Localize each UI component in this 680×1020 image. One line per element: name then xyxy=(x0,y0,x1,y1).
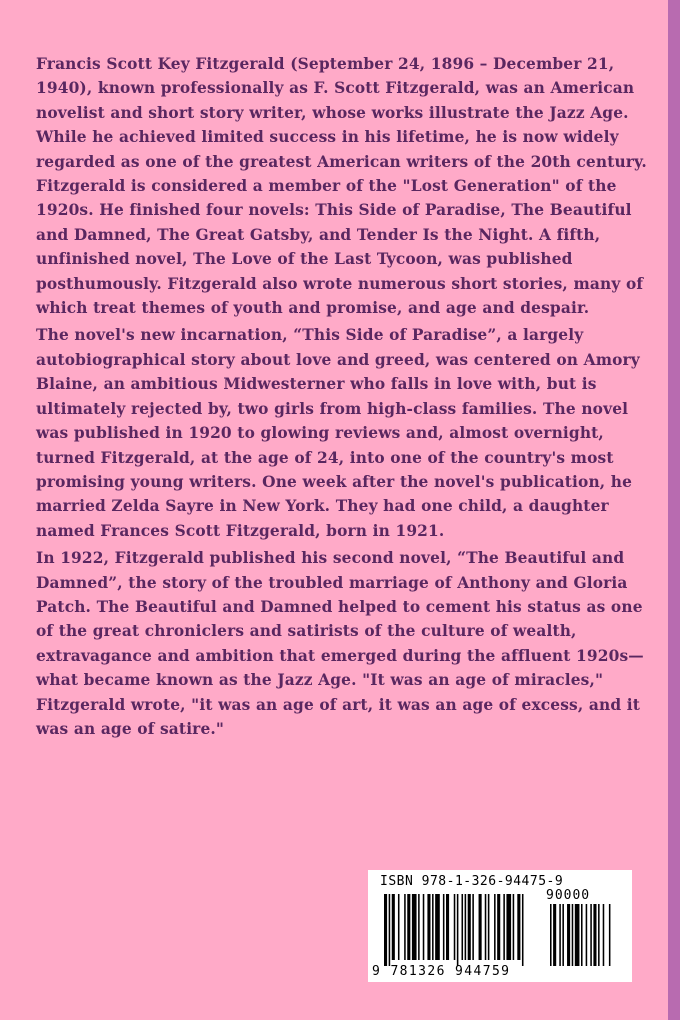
barcode-bar xyxy=(581,904,583,966)
barcode-bar xyxy=(586,904,588,966)
barcode-bar xyxy=(392,894,395,960)
bio-paragraph-1: Francis Scott Key Fitzgerald (September 24, 1896 – December 21, 1940), known professionally as F. Scott Fitzgerald, was an American novelist and short story writer, whose works illustrate the Jazz Age. While he achieved limited success in his lifetime, he is now widely regarded as one of the greatest American writers of the 20th century. Fitzgerald is considered a member of the "Lost Generation" of the 1920s. He finished four novels: This Side of Paradise, The Beautiful and Damned, The Great Gatsby, and Tender Is the Night. A fifth, unfinished novel, The Love of the Last Tycoon, was published posthumously. Fitzgerald also wrote numerous short stories, many of which treat themes of youth and promise, and age and despair. xyxy=(36,55,647,318)
barcode-bar xyxy=(427,894,430,960)
barcode-box xyxy=(368,870,632,982)
barcode-bar xyxy=(465,894,467,960)
price-code: 90000 xyxy=(546,888,591,903)
barcode-bar xyxy=(598,904,600,966)
barcode-bar xyxy=(454,894,456,960)
barcode-bar xyxy=(418,894,420,960)
bio-paragraph-2: The novel's new incarnation, “This Side of Paradise”, a largely autobiographical story about love and greed, was centered on Amory Blaine, an ambitious Midwesterner who falls in love with, but is ultimately rejected by, two girls from high-class families. The novel was published in 1920 to glowing reviews and, almost overnight, turned Fitzgerald, at the age of 24, into one of the country's most promising young writers. One week after the novel's publication, he married Zelda Sayre in New York. They had one child, a daughter named Frances Scott Fitzgerald, born in 1921. xyxy=(36,326,640,540)
barcode-bar xyxy=(553,904,556,966)
barcode-bar xyxy=(513,894,515,960)
barcode-bar xyxy=(398,894,400,960)
spine-edge xyxy=(668,0,680,1020)
barcode-bar xyxy=(593,904,596,966)
barcode-bar xyxy=(494,894,496,960)
barcode-bar xyxy=(407,894,410,960)
barcode-bar xyxy=(506,894,511,960)
barcode-bar xyxy=(567,904,570,966)
isbn-label: ISBN 978-1-326-94475-9 xyxy=(380,874,564,889)
barcode-bar xyxy=(488,894,490,960)
barcode-bar xyxy=(446,894,449,960)
barcode-bar xyxy=(432,894,434,960)
barcode-bar xyxy=(503,894,505,960)
barcode-bar xyxy=(572,904,574,966)
barcode-bar xyxy=(479,894,482,960)
barcode-bar xyxy=(389,894,391,966)
barcode-bar xyxy=(435,894,440,960)
barcode-bar xyxy=(404,894,406,960)
barcode-bar xyxy=(559,904,561,966)
barcode-bar xyxy=(517,894,520,960)
barcode-bar xyxy=(609,904,611,966)
barcode-bar xyxy=(562,904,564,966)
barcode-bar xyxy=(522,894,524,966)
bio-paragraph-3: In 1922, Fitzgerald published his second novel, “The Beautiful and Damned”, the story of the troubled marriage of Anthony and Gloria Patch. The Beautiful and Damned helped to cement his status as one of the great chroniclers and satirists of the culture of wealth, extravagance and ambition that emerged during the affluent 1920s—what became known as the Jazz Age. "It was an age of miracles," Fitzgerald wrote, "it was an age of art, it was an age of excess, and it was an age of satire." xyxy=(36,549,644,738)
barcode-bar xyxy=(485,894,487,960)
barcode-bar xyxy=(550,904,552,966)
barcode-bar xyxy=(575,904,580,966)
barcode-bar xyxy=(462,894,464,960)
ean-digits: 9 781326 944759 xyxy=(372,964,511,979)
barcode-bar xyxy=(384,894,387,966)
barcode-bar xyxy=(603,904,605,966)
barcode-bar xyxy=(443,894,445,960)
barcode-bar xyxy=(468,894,471,960)
barcode-bar xyxy=(590,904,592,966)
barcode-bar xyxy=(457,894,459,966)
barcode-bar xyxy=(497,894,500,960)
barcode-bar xyxy=(412,894,417,960)
back-cover-text xyxy=(36,52,648,744)
barcode-bar xyxy=(423,894,425,960)
barcode-bar xyxy=(472,894,474,960)
